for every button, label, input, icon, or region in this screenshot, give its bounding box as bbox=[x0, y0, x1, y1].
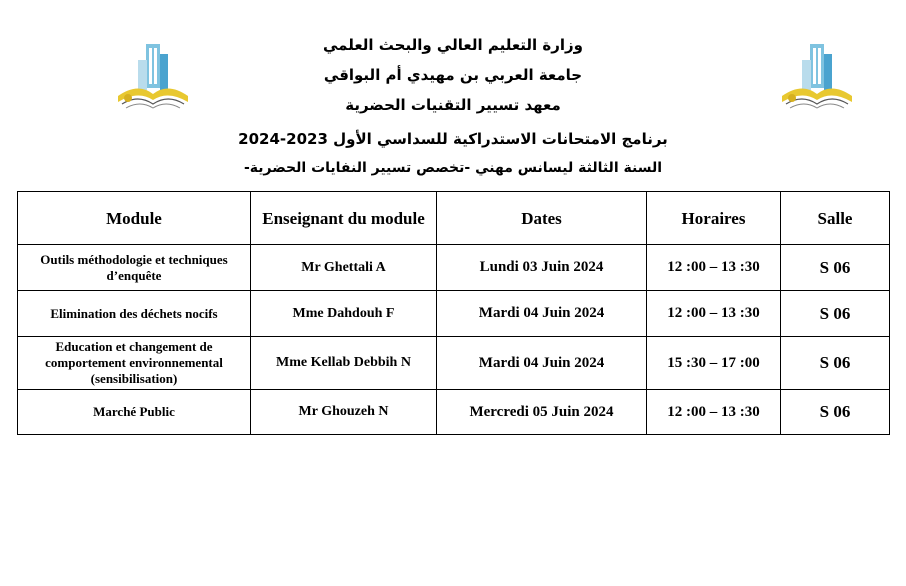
header-hours: Horaires bbox=[647, 192, 781, 245]
program-title: برنامج الامتحانات الاستدراكية للسداسي الأول 2023-2024 bbox=[238, 130, 668, 148]
time-cell: 12 :00 – 13 :30 bbox=[647, 390, 781, 435]
date-cell: Mardi 04 Juin 2024 bbox=[437, 337, 647, 390]
room-cell: S 06 bbox=[781, 245, 890, 291]
table-row bbox=[18, 390, 890, 435]
level-title: السنة الثالثة ليسانس مهني -تخصص تسيير النفايات الحضرية- bbox=[243, 160, 662, 176]
room-cell: S 06 bbox=[781, 291, 890, 337]
table-header-row bbox=[18, 192, 890, 245]
table-row bbox=[18, 337, 890, 390]
teacher-cell: Mme Dahdouh F bbox=[251, 291, 437, 337]
module-cell: Marché Public bbox=[18, 390, 251, 435]
room-cell: S 06 bbox=[781, 337, 890, 390]
header-teacher: Enseignant du module bbox=[251, 192, 437, 245]
header-module: Module bbox=[18, 192, 251, 245]
date-cell: Mercredi 05 Juin 2024 bbox=[437, 390, 647, 435]
table-row bbox=[18, 291, 890, 337]
date-cell: Lundi 03 Juin 2024 bbox=[437, 245, 647, 291]
room-cell: S 06 bbox=[781, 390, 890, 435]
teacher-cell: Mr Ghouzeh N bbox=[251, 390, 437, 435]
teacher-cell: Mme Kellab Debbih N bbox=[251, 337, 437, 390]
header-room: Salle bbox=[781, 192, 890, 245]
module-cell: Elimination des déchets nocifs bbox=[18, 291, 251, 337]
time-cell: 12 :00 – 13 :30 bbox=[647, 291, 781, 337]
institute-title: معهد تسيير التقنيات الحضرية bbox=[345, 96, 561, 114]
university-title: جامعة العربي بن مهيدي أم البواقي bbox=[323, 66, 583, 84]
module-cell: Outils méthodologie et techniques d’enquête bbox=[18, 245, 251, 291]
table-row bbox=[18, 245, 890, 291]
time-cell: 15 :30 – 17 :00 bbox=[647, 337, 781, 390]
exam-schedule-table bbox=[17, 191, 890, 435]
time-cell: 12 :00 – 13 :30 bbox=[647, 245, 781, 291]
header-dates: Dates bbox=[437, 192, 647, 245]
date-cell: Mardi 04 Juin 2024 bbox=[437, 291, 647, 337]
teacher-cell: Mr Ghettali A bbox=[251, 245, 437, 291]
module-cell: Education et changement de comportement environnemental (sensibilisation) bbox=[18, 337, 251, 390]
ministry-title: وزارة التعليم العالي والبحث العلمي bbox=[322, 36, 584, 54]
